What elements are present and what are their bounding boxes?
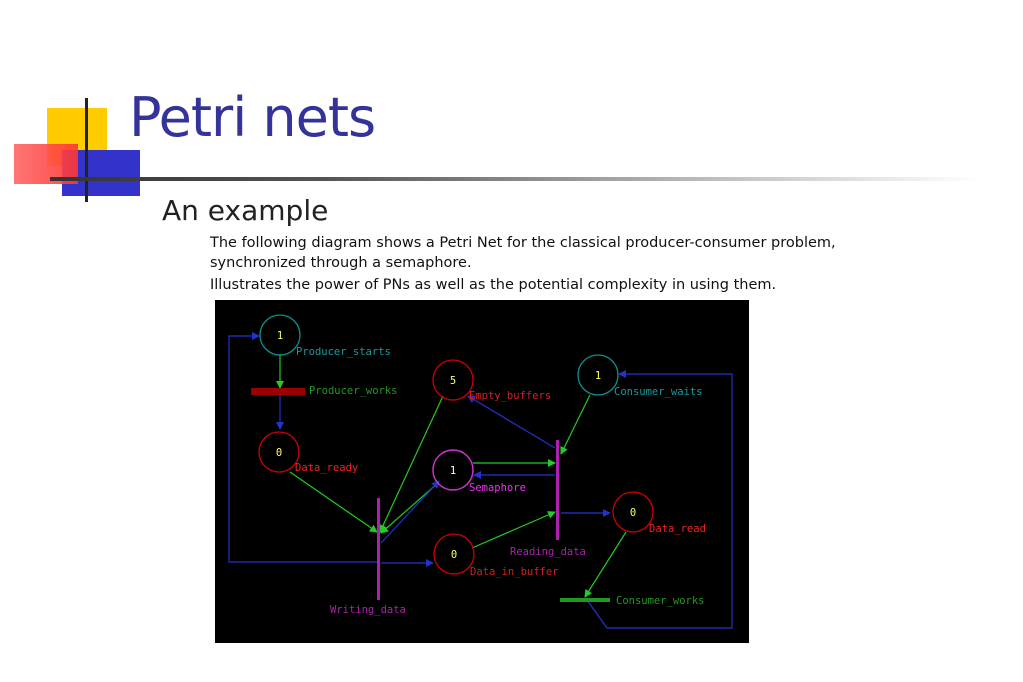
- label-empty-buffers: Empty_buffers: [469, 390, 552, 402]
- token-count: 0: [629, 507, 637, 519]
- label-data-read: Data_read: [649, 523, 706, 535]
- token-count: 5: [449, 375, 457, 387]
- place-producer-starts: [260, 315, 300, 355]
- label-consumer-waits: Consumer_waits: [614, 386, 703, 398]
- slide-subtitle: An example: [162, 194, 329, 227]
- place-empty-buffers: [433, 360, 473, 400]
- token-count: 1: [449, 465, 457, 477]
- title-rule: [50, 177, 980, 181]
- place-semaphore: [433, 450, 473, 490]
- label-producer-works: Producer_works: [309, 385, 398, 397]
- logo-vertical-line: [85, 98, 88, 202]
- arc-data-in-buffer-to-reading-data: [472, 512, 555, 548]
- token-count: 1: [276, 330, 284, 342]
- label-consumer-works: Consumer_works: [616, 595, 705, 607]
- label-data-in-buffer: Data_in_buffer: [470, 566, 559, 578]
- transition-reading-data-bar: [556, 440, 559, 540]
- arc-data-read-to-consumer-works: [585, 532, 626, 597]
- label-reading-data: Reading_data: [510, 546, 586, 558]
- paragraph-description: The following diagram shows a Petri Net for the classical producer-consumer problem, synchronized through a semaphore.: [210, 235, 836, 271]
- transition-writing-data-bar: [377, 498, 380, 600]
- token-count: 0: [450, 549, 458, 561]
- label-data-ready: Data_ready: [295, 462, 359, 474]
- token-count: 0: [275, 447, 283, 459]
- label-writing-data: Writing_data: [330, 604, 406, 616]
- paragraph-illustrates: Illustrates the power of PNs as well as the potential complexity in using them.: [210, 277, 777, 293]
- label-producer-starts: Producer_starts: [296, 346, 391, 358]
- place-data-read: [613, 492, 653, 532]
- arc-data-ready-to-writing-data: [290, 472, 377, 532]
- place-data-in-buffer: [434, 534, 474, 574]
- label-semaphore: Semaphore: [469, 482, 526, 494]
- transition-consumer-works-bar: [560, 598, 610, 602]
- petri-net-svg: [215, 300, 749, 643]
- slide-title: Petri nets: [129, 86, 376, 149]
- arc-consumer-works-to-consumer-waits: [587, 374, 732, 628]
- arc-reading-data-to-empty-buffers: [468, 396, 555, 448]
- place-data-ready: [259, 432, 299, 472]
- transition-producer-works-bar: [251, 388, 305, 395]
- place-consumer-waits: [578, 355, 618, 395]
- arc-consumer-waits-to-reading-data: [561, 395, 590, 454]
- token-count: 1: [594, 370, 602, 382]
- petri-net-diagram: [215, 300, 749, 643]
- arc-writing-data-to-producer-starts: [229, 336, 377, 562]
